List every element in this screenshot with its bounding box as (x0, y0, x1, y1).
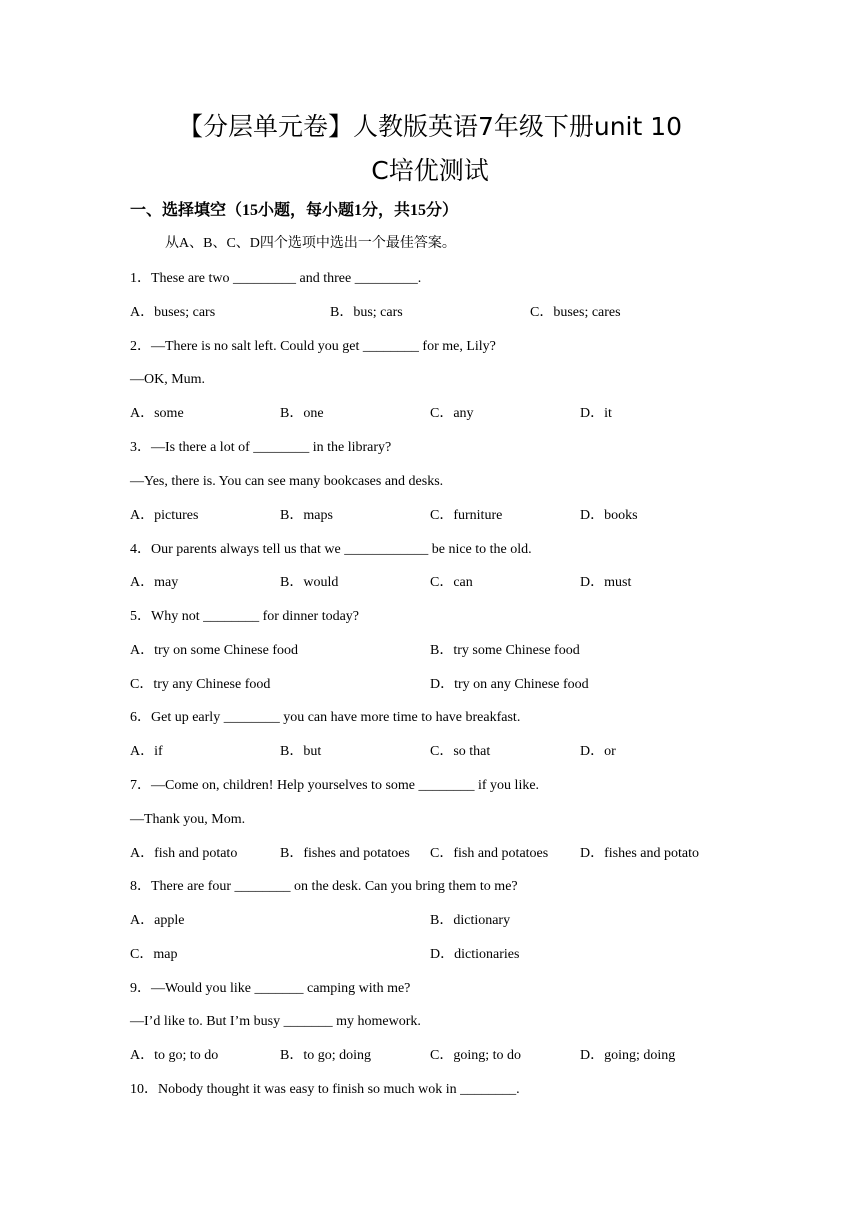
question-3-option-c: C．furniture (430, 508, 503, 523)
question-9-option-a: A．to go; to do (130, 1048, 219, 1063)
question-9-reply: —I’d like to. But I’m busy _______ my homework. (130, 1014, 421, 1029)
question-4-option-d: D．must (580, 575, 632, 590)
question-6-option-a: A．if (130, 744, 163, 759)
question-3-reply: —Yes, there is. You can see many bookcases and desks. (130, 474, 444, 489)
question-7-option-b: B．fishes and potatoes (280, 846, 410, 861)
question-3-option-d: D．books (580, 508, 638, 523)
question-2-reply: —OK, Mum. (130, 372, 206, 387)
question-5-option-d: D．try on any Chinese food (430, 677, 589, 692)
question-1-stem: 1．These are two _________ and three _________. (130, 271, 422, 286)
question-5-stem: 5．Why not ________ for dinner today? (130, 609, 360, 624)
question-8-option-d: D．dictionaries (430, 947, 520, 962)
page-title-line-1: 【分层单元卷】人教版英语7年级下册unit 10 (177, 112, 683, 141)
question-2-option-a: A．some (130, 406, 184, 421)
question-5-option-c: C．try any Chinese food (130, 677, 271, 692)
question-8-option-c: C．map (130, 947, 178, 962)
question-4-stem: 4．Our parents always tell us that we ____________ be nice to the old. (130, 542, 532, 557)
question-7-reply: —Thank you, Mom. (130, 812, 246, 827)
question-1-option-a: A．buses; cars (130, 305, 216, 320)
question-6-stem: 6．Get up early ________ you can have more time to have breakfast. (130, 710, 521, 725)
question-10-stem: 10．Nobody thought it was easy to finish so much wok in ________. (130, 1082, 520, 1097)
question-1-option-c: C．buses; cares (530, 305, 621, 320)
question-4-option-a: A．may (130, 575, 179, 590)
question-5-option-b: B．try some Chinese food (430, 643, 580, 658)
question-3-stem: 3．—Is there a lot of ________ in the library? (130, 440, 392, 455)
section-instruction: 从A、B、C、D四个选项中选出一个最佳答案。 (165, 236, 456, 251)
question-1-option-b: B．bus; cars (330, 305, 403, 320)
question-3-option-a: A．pictures (130, 508, 199, 523)
question-4-option-b: B．would (280, 575, 339, 590)
question-6-option-b: B．but (280, 744, 322, 759)
question-7-stem: 7．—Come on, children! Help yourselves to some ________ if you like. (130, 778, 540, 793)
question-9-option-c: C．going; to do (430, 1048, 522, 1063)
question-8-stem: 8．There are four ________ on the desk. Can you bring them to me? (130, 879, 518, 894)
question-7-option-d: D．fishes and potato (580, 846, 699, 861)
question-9-option-d: D．going; doing (580, 1048, 676, 1063)
section-heading: 一、选择填空（15小题，每小题1分，共15分） (130, 202, 459, 219)
question-2-option-c: C．any (430, 406, 474, 421)
question-5-option-a: A．try on some Chinese food (130, 643, 298, 658)
question-6-option-d: D．or (580, 744, 616, 759)
question-2-stem: 2．—There is no salt left. Could you get ________ for me, Lily? (130, 339, 496, 354)
page-title-line-2: C培优测试 (371, 156, 489, 185)
question-7-option-c: C．fish and potatoes (430, 846, 549, 861)
question-6-option-c: C．so that (430, 744, 491, 759)
question-2-option-b: B．one (280, 406, 324, 421)
question-8-option-b: B．dictionary (430, 913, 511, 928)
question-3-option-b: B．maps (280, 508, 333, 523)
question-9-stem: 9．—Would you like _______ camping with me? (130, 981, 411, 996)
question-2-option-d: D．it (580, 406, 612, 421)
question-8-option-a: A．apple (130, 913, 185, 928)
question-9-option-b: B．to go; doing (280, 1048, 372, 1063)
question-4-option-c: C．can (430, 575, 473, 590)
question-7-option-a: A．fish and potato (130, 846, 238, 861)
